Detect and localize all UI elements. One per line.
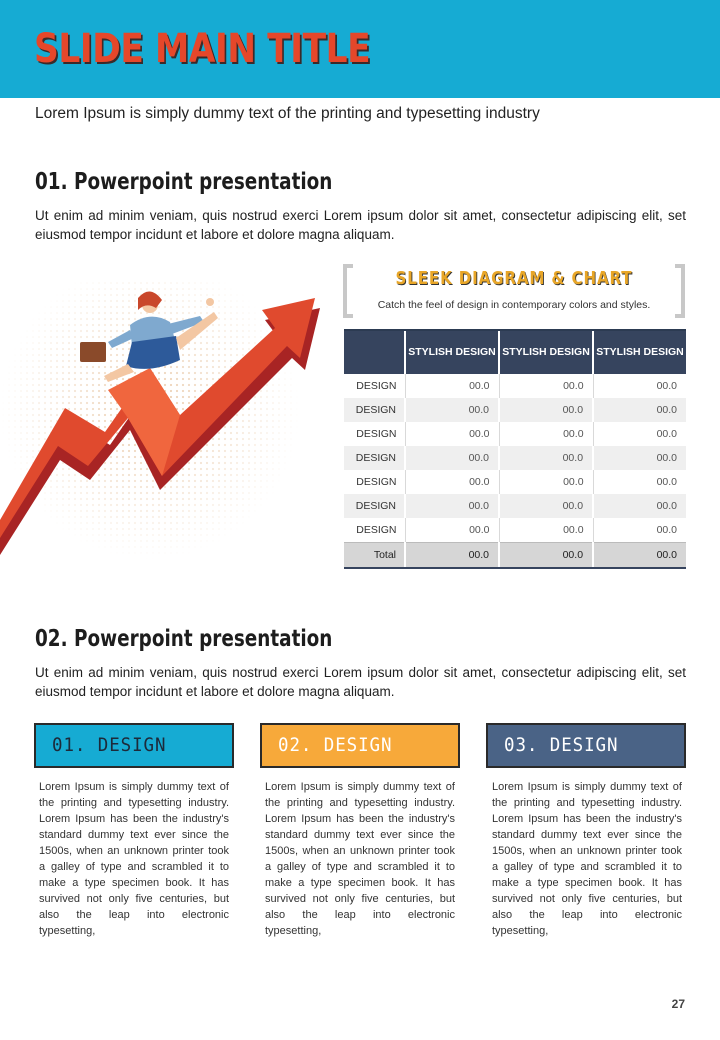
cell: 00.0 (499, 398, 593, 422)
design-card-2-label: 02. DESIGN (278, 734, 393, 756)
cell: 00.0 (593, 422, 686, 446)
cell: 00.0 (593, 494, 686, 518)
design-card-1-label: 01. DESIGN (52, 734, 167, 756)
design-card-3-label: 03. DESIGN (504, 734, 619, 756)
cell: 00.0 (499, 470, 593, 494)
table-row (344, 470, 686, 494)
diagram-caption: Catch the feel of design in contemporary colors and styles. (377, 299, 651, 311)
header-cell: STYLISH DESIGN (499, 330, 593, 374)
cell: 00.0 (405, 494, 499, 518)
total-cell: 00.0 (405, 542, 499, 568)
row-label: DESIGN (344, 494, 405, 518)
table-row (344, 422, 686, 446)
cell: 00.0 (593, 470, 686, 494)
total-cell: 00.0 (593, 542, 686, 568)
cell: 00.0 (405, 398, 499, 422)
section-2-title: 02. Powerpoint presentation (35, 626, 333, 652)
design-data-table (344, 329, 686, 569)
slide-subtitle: Lorem Ipsum is simply dummy text of the printing and typesetting industry (35, 105, 540, 122)
cell: 00.0 (593, 374, 686, 398)
header-band (0, 0, 720, 98)
design-card-1-body: Lorem Ipsum is simply dummy text of the printing and typesetting industry. Lorem Ipsum has been the industry's standard dummy text ever since the 1500s, when an unknown printer took a galley of type and scrambled it to make a type specimen book. It has survived not only five centuries, but also the leap into electronic typesetting, (39, 781, 229, 937)
diagram-heading-box (343, 264, 685, 320)
design-card-3-header (486, 723, 686, 768)
cell: 00.0 (405, 374, 499, 398)
row-label: DESIGN (344, 374, 405, 398)
section-1-title: 01. Powerpoint presentation (35, 169, 333, 195)
section-2-body: Ut enim ad minim veniam, quis nostrud exerci Lorem ipsum dolor sit amet, consectetur adipiscing elit, set eiusmod tempor incidunt et labore et dolore magna aliquam. (35, 665, 686, 699)
cell: 00.0 (499, 374, 593, 398)
table-row (344, 494, 686, 518)
cell: 00.0 (499, 494, 593, 518)
design-card-3-body: Lorem Ipsum is simply dummy text of the printing and typesetting industry. Lorem Ipsum has been the industry's standard dummy text ever since the 1500s, when an unknown printer took a galley of type and scrambled it to make a type specimen book. It has survived not only five centuries, but also the leap into electronic typesetting, (492, 781, 682, 937)
header-cell: STYLISH DESIGN (593, 330, 686, 374)
cell: 00.0 (405, 422, 499, 446)
design-card-2-body: Lorem Ipsum is simply dummy text of the printing and typesetting industry. Lorem Ipsum has been the industry's standard dummy text ever since the 1500s, when an unknown printer took a galley of type and scrambled it to make a type specimen book. It has survived not only five centuries, but also the leap into electronic typesetting, (265, 781, 455, 937)
total-cell: 00.0 (499, 542, 593, 568)
cell: 00.0 (499, 422, 593, 446)
header-cell: STYLISH DESIGN (405, 330, 499, 374)
cell: 00.0 (499, 446, 593, 470)
cell: 00.0 (499, 518, 593, 542)
table-row (344, 446, 686, 470)
page-number: 27 (671, 997, 685, 1011)
table-header-row (344, 330, 686, 374)
table-total-row (344, 542, 686, 568)
design-card-2-header (260, 723, 460, 768)
row-label: DESIGN (344, 470, 405, 494)
row-label: DESIGN (344, 446, 405, 470)
diagram-title: SLEEK DIAGRAM & CHART (395, 268, 633, 289)
businesswoman-on-arrow-icon (0, 280, 330, 570)
cell: 00.0 (593, 518, 686, 542)
row-label: DESIGN (344, 422, 405, 446)
total-label: Total (344, 542, 405, 568)
table-row (344, 398, 686, 422)
section-1-body: Ut enim ad minim veniam, quis nostrud exerci Lorem ipsum dolor sit amet, consectetur adipiscing elit, set eiusmod tempor incidunt et labore et dolore magna aliquam. (35, 208, 686, 242)
row-label: DESIGN (344, 518, 405, 542)
table-row (344, 518, 686, 542)
design-card-1-header (34, 723, 234, 768)
cell: 00.0 (593, 398, 686, 422)
table-row (344, 374, 686, 398)
cell: 00.0 (405, 470, 499, 494)
row-label: DESIGN (344, 398, 405, 422)
slide-main-title: SLIDE MAIN TITLE (34, 26, 371, 72)
header-cell (344, 330, 405, 374)
cell: 00.0 (405, 518, 499, 542)
cell: 00.0 (405, 446, 499, 470)
cell: 00.0 (593, 446, 686, 470)
